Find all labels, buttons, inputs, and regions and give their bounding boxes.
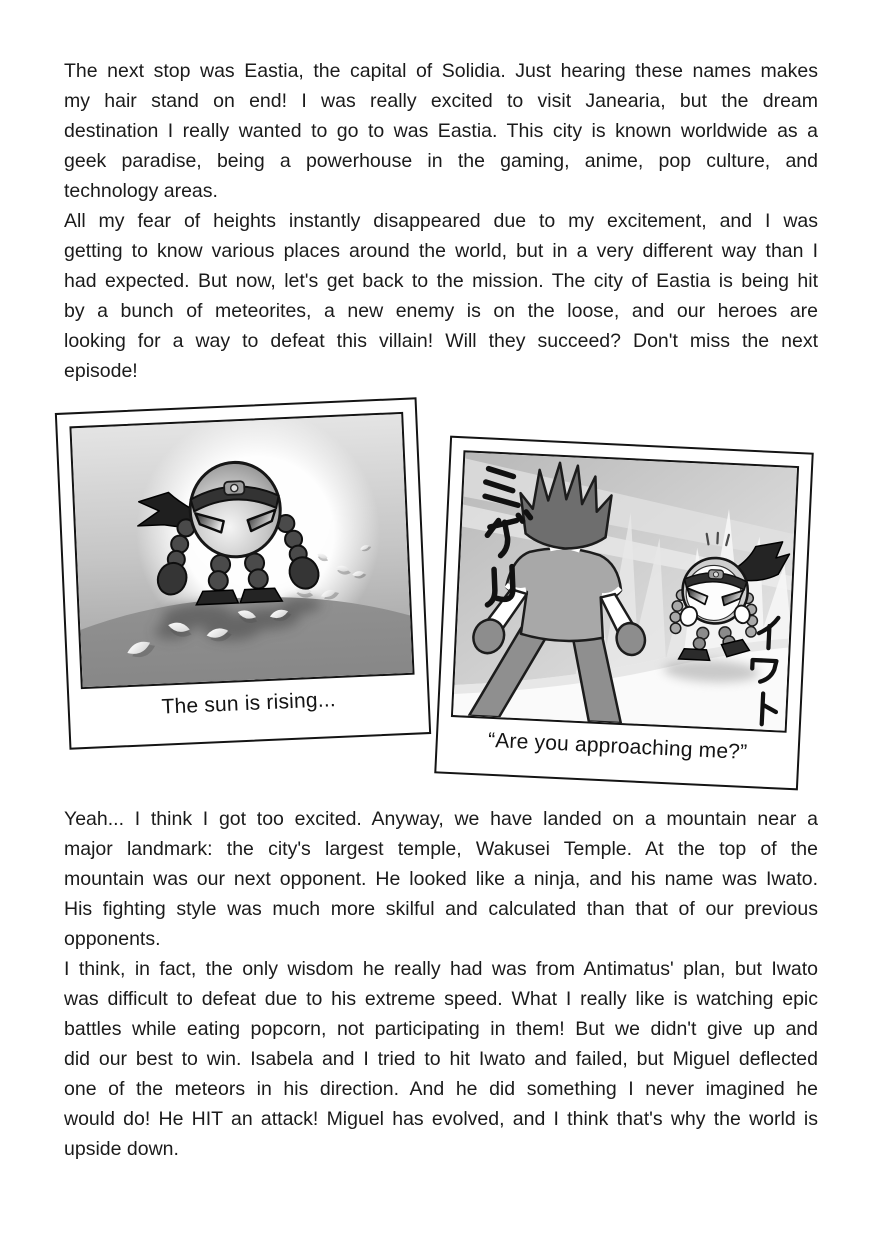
text-line: upside down. [64,1138,179,1160]
confrontation-illustration [453,452,797,730]
text-line: I think, in fact, the only wisdom he really had was from Antimatus' plan, but Iwato [64,958,818,980]
text-line: technology areas. [64,180,218,202]
text-line: The next stop was Eastia, the capital of Solidia. Just hearing these names makes [64,60,818,82]
text-line: mountain was our next opponent. He looked like a ninja, and his name was Iwato. [64,868,818,890]
text-line: destination I really wanted to go to was Eastia. This city is known worldwide as a [64,120,818,142]
text-line: by a bunch of meteorites, a new enemy is on the loose, and our heroes are [64,300,818,322]
photo-sunrise-frame [69,412,414,689]
text-line: His fighting style was much more skilful and calculated than that of our previous [64,898,818,920]
text-line: geek paradise, being a powerhouse in the gaming, anime, pop culture, and [64,150,818,172]
photo-confrontation [434,436,814,791]
text-line: looking for a way to defeat this villain! Will they succeed? Don't miss the next [64,330,818,352]
text-line: episode! [64,360,138,382]
text-line: Yeah... I think I got too excited. Anyway, we have landed on a mountain near a [64,808,818,830]
text-line: would do! He HIT an attack! Miguel has evolved, and I think that's why the world is [64,1108,818,1130]
photo-caption-sunrise: The sun is rising... [161,688,337,719]
text-line: major landmark: the city's largest temple, Wakusei Temple. At the top of the [64,838,818,860]
story-text-bottom [64,804,818,1164]
text-line: one of the meteors in his direction. And he did something I never imagined he [64,1078,818,1100]
text-line: did our best to win. Isabela and I tried to hit Iwato and failed, but Miguel deflected [64,1048,818,1070]
text-line: getting to know various places around the world, but in a very different way than I [64,240,818,262]
text-line: All my fear of heights instantly disappeared due to my excitement, and I was [64,210,818,232]
text-line: opponents. [64,928,161,950]
photo-caption-confrontation: “Are you approaching me?” [487,728,748,764]
story-text-top [64,56,818,386]
text-line: had expected. But now, let's get back to the mission. The city of Eastia is being hit [64,270,818,292]
text-line: battles while eating popcorn, not participating in them! But we didn't give up and [64,1018,818,1040]
text-line: my hair stand on end! I was really excited to visit Janearia, but the dream [64,90,818,112]
photo-sunrise [55,397,431,749]
text-line: was difficult to defeat due to his extreme speed. What I really like is watching epic [64,988,818,1010]
photo-confrontation-frame [451,450,799,733]
sunrise-illustration [72,414,413,687]
